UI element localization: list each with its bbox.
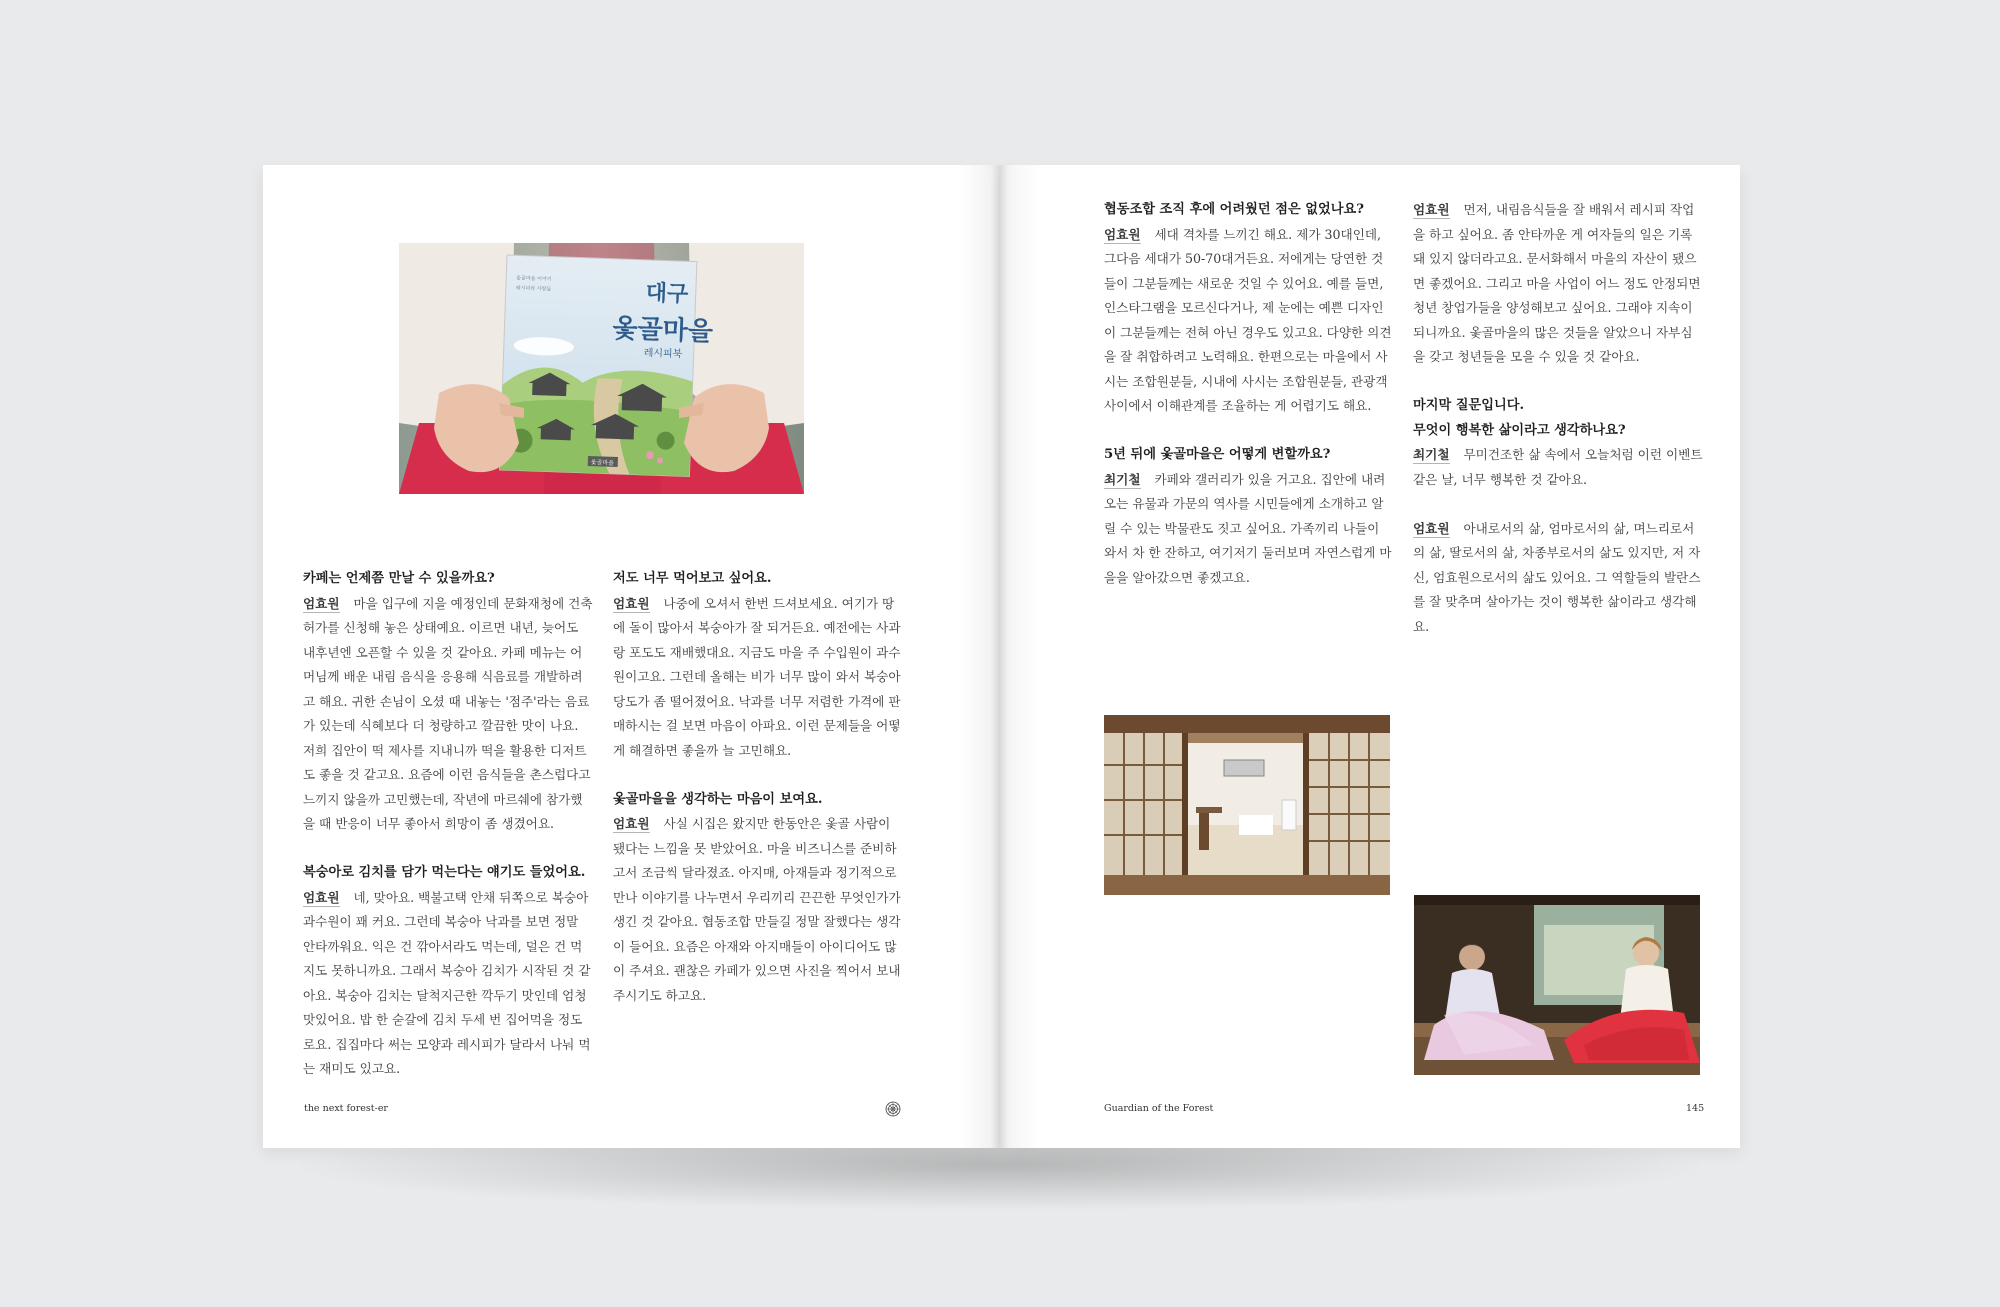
speaker-name: 엄효원 xyxy=(303,595,340,611)
speaker-name: 엄효원 xyxy=(613,816,650,831)
flower-ornament-icon xyxy=(885,1101,901,1117)
speaker-name: 최기철 xyxy=(1413,447,1450,462)
two-women-illustration xyxy=(1414,895,1700,1075)
hanok-room-illustration xyxy=(1104,715,1390,895)
book-photo-illustration xyxy=(399,243,804,494)
left-column-2 xyxy=(613,567,903,1033)
qa-block xyxy=(303,861,593,1082)
two-women-hanbok-photo xyxy=(1414,895,1700,1075)
hanok-room-photo xyxy=(1104,715,1390,895)
answer-block xyxy=(1413,198,1703,370)
svg-text:레시피북: 레시피북 xyxy=(643,347,683,361)
right-column-1 xyxy=(1104,198,1394,615)
speaker-name: 엄효원 xyxy=(1104,226,1141,242)
question: 협동조합 조직 후에 어려웠던 점은 없었나요? xyxy=(1104,202,1364,217)
question-line-2: 무엇이 행복한 삶이라고 생각하나요? xyxy=(1413,422,1626,438)
footer-magazine-name: the next forest-er xyxy=(304,1103,388,1114)
qa-block xyxy=(1413,394,1703,492)
right-page xyxy=(1000,165,1740,1148)
answer-text: 카페와 갤러리가 있을 거고요. 집안에 내려오는 유물과 가문의 역사를 시민들에게 소개하고 알릴 수 있는 박물관도 짓고 싶어요. 가족끼리 나들이 와서 차 한 잔하고, 여기저기 둘러보며 자연스럽게 마을을 알아갔으면 좋겠고요. xyxy=(1104,471,1392,585)
svg-text:대구: 대구 xyxy=(645,279,689,308)
question: 카페는 언제쯤 만날 수 있을까요? xyxy=(303,571,495,586)
answer-text: 먼저, 내림음식들을 잘 배워서 레시피 작업을 하고 싶어요. 좀 안타까운 게 여자들의 일은 기록돼 있지 않더라고요. 문서화해서 마을의 자산이 됐으면 좋겠어요. 그리고 마을 사업이 어느 정도 안정되면 청년 창업가들을 양성해보고 싶어요. 그래야 지속이 되니까요. 옻골마을의 많은 것들을 알았으니 자부심을 갖고 청년들을 모을 수 있을 것 같아요. xyxy=(1413,202,1701,364)
svg-text:옻골마을: 옻골마을 xyxy=(590,459,615,467)
svg-text:옻골마을: 옻골마을 xyxy=(611,313,714,348)
page-number: 145 xyxy=(1686,1103,1705,1114)
qa-block xyxy=(1104,443,1394,590)
speaker-name: 엄효원 xyxy=(303,889,340,905)
answer-text: 무미건조한 삶 속에서 오늘처럼 이런 이벤트 같은 날, 너무 행복한 것 같아요. xyxy=(1413,447,1703,487)
qa-block xyxy=(303,567,593,837)
svg-text:옻골마을 이야기: 옻골마을 이야기 xyxy=(516,275,552,283)
speaker-name: 엄효원 xyxy=(613,595,650,611)
speaker-name: 엄효원 xyxy=(1413,202,1450,217)
speaker-name: 최기철 xyxy=(1104,471,1141,487)
book-photo xyxy=(399,243,804,494)
left-page xyxy=(263,165,1000,1148)
qa-block xyxy=(613,788,903,1009)
svg-text:레시피와 사람들: 레시피와 사람들 xyxy=(515,285,552,293)
answer-text: 세대 격차를 느끼긴 해요. 제가 30대인데, 그다음 세대가 50-70대거든요. 저에게는 당연한 것들이 그분들께는 새로운 것일 수 있어요. 예를 들면, 인스타그램을 모르신다거나, 제 눈에는 예쁜 디자인이 그분들께는 전혀 아닌 경우도 있고요. 다양한 의견을 잘 취합하려고 노력해요. 한편으로는 마을에서 사시는 조합원분들, 시내에 사시는 조합원분들, 관광객 사이에서 이해관계를 조율하는 게 어렵기도 해요. xyxy=(1104,226,1392,413)
footer-section-title: Guardian of the Forest xyxy=(1104,1103,1214,1114)
question: 마지막 질문입니다. xyxy=(1413,398,1525,413)
question: 5년 뒤에 옻골마을은 어떻게 변할까요? xyxy=(1104,447,1331,462)
qa-block xyxy=(1104,198,1394,419)
answer-text: 마을 입구에 지을 예정인데 문화재청에 건축 허가를 신청해 놓은 상태예요. 이르면 내년, 늦어도 내후년엔 오픈할 수 있을 것 같아요. 카페 메뉴는 어머님께 배운 내림 음식을 응용해 식음료를 개발하려고 해요. 귀한 손님이 오셨 때 내놓는 '점주'라는 음료가 있는데 식혜보다 더 청량하고 깔끔한 맛이 나요. 저희 집안이 떡 제사를 지내니까 떡을 활용한 디저트도 좋을 것 같고요. 요즘에 이런 음식들을 촌스럽다고 느끼지 않을까 고민했는데, 작년에 마르쉐에 참가했을 때 반응이 너무 좋아서 희망이 좀 생겼어요. xyxy=(303,595,593,831)
qa-block xyxy=(613,567,903,763)
answer-text: 네, 맞아요. 백불고택 안채 뒤쪽으로 복숭아 과수원이 꽤 커요. 그런데 복숭아 낙과를 보면 정말 안타까워요. 익은 건 깎아서라도 먹는데, 덜은 건 먹지도 못하니까요. 그래서 복숭아 김치가 시작된 것 같아요. 복숭아 김치는 달척지근한 깍두기 맛인데 엄청 맛있어요. 밥 한 숟갈에 김치 두세 번 집어먹을 정도로요. 집집마다 써는 모양과 레시피가 달라서 나눠 먹는 재미도 있고요. xyxy=(303,889,591,1076)
answer-text: 아내로서의 삶, 엄마로서의 삶, 며느리로서의 삶, 딸로서의 삶, 차종부로서의 삶도 있지만, 저 자신, 엄효원으로서의 삶도 있어요. 그 역할들의 발란스를 잘 맞추며 살아가는 것이 행복한 삶이라고 생각해요. xyxy=(1413,520,1701,634)
answer-text: 사실 시집은 왔지만 한동안은 옻골 사람이 됐다는 느낌을 못 받았어요. 마을 비즈니스를 준비하고서 조금씩 달라졌죠. 아지매, 아재들과 정기적으로 만나 이야기를 나누면서 우리끼리 끈끈한 무엇인가가 생긴 것 같아요. 협동조합 만들길 정말 잘했다는 생각이 들어요. 요즘은 아재와 아지매들이 아이디어도 많이 주셔요. 괜찮은 카페가 있으면 사진을 찍어서 보내주시기도 하고요. xyxy=(613,816,901,1003)
question: 복숭아로 김치를 담가 먹는다는 얘기도 들었어요. xyxy=(303,865,586,880)
left-column-1 xyxy=(303,567,593,1106)
question: 옻골마을을 생각하는 마음이 보여요. xyxy=(613,791,823,807)
answer-block xyxy=(1413,517,1703,640)
speaker-name: 엄효원 xyxy=(1413,520,1450,536)
right-column-2 xyxy=(1413,198,1703,664)
question: 저도 너무 먹어보고 싶어요. xyxy=(613,571,772,586)
answer-text: 나중에 오셔서 한번 드셔보세요. 여기가 땅에 돌이 많아서 복숭아가 잘 되거든요. 예전에는 사과랑 포도도 재배했대요. 지금도 마을 주 수입원이 과수원이고요. 그런데 올해는 비가 너무 많이 와서 복숭아 당도가 좀 떨어졌어요. 낙과를 너무 저렴한 가격에 판매하시는 걸 보면 마음이 아파요. 이런 문제들을 어떻게 해결하면 좋을까 늘 고민해요. xyxy=(613,595,901,758)
